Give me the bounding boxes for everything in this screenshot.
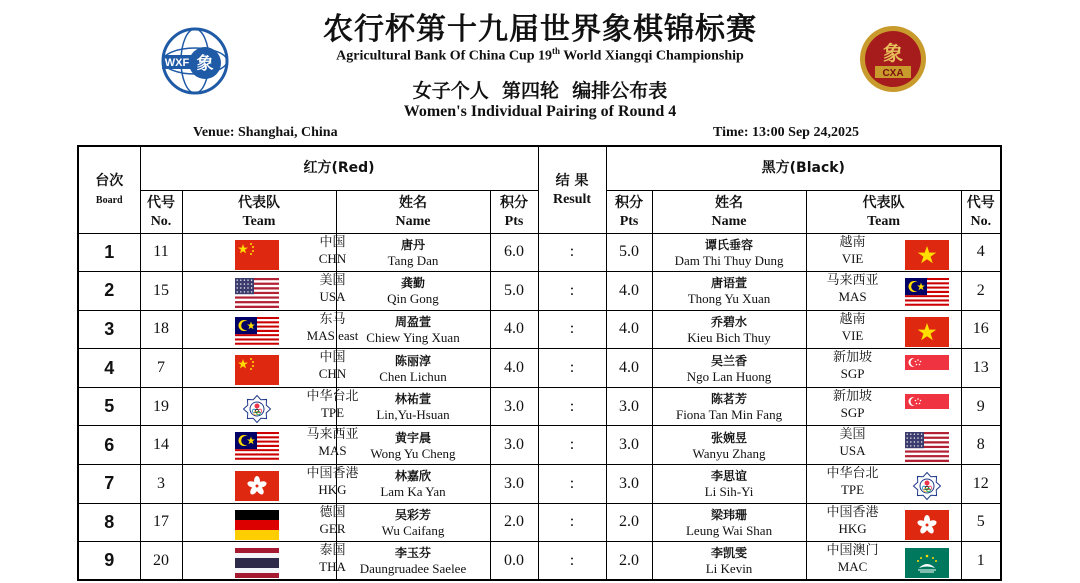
header-red-no: 代号 No. <box>140 190 182 233</box>
black-name-cn: 唐语萱 <box>711 276 748 291</box>
red-points: 5.0 <box>490 272 538 311</box>
black-team-en: VIE <box>841 250 864 266</box>
black-team-en: SGP <box>840 404 865 420</box>
black-player-name <box>652 272 806 311</box>
header-red: 红方(Red) <box>140 146 538 190</box>
header-black-no: 代号 No. <box>961 190 1001 233</box>
table-row <box>78 503 1001 542</box>
black-points: 2.0 <box>606 542 652 581</box>
black-name-en: Leung Wai Shan <box>685 522 773 538</box>
red-points: 3.0 <box>490 387 538 426</box>
red-points: 0.0 <box>490 542 538 581</box>
title-en-sup: th <box>552 46 561 56</box>
red-team-cn: 泰国 <box>319 543 346 559</box>
chn-flag-icon <box>235 355 279 385</box>
black-player-no: 16 <box>961 310 1001 349</box>
header-black-pts: 积分 Pts <box>606 190 652 233</box>
black-team-cn: 中国澳门 <box>826 543 879 559</box>
red-team-en: TPE <box>320 404 345 420</box>
cxa-logo-glyph: 象 <box>883 41 903 65</box>
sgp-flag-icon <box>905 355 949 385</box>
black-team-en: TPE <box>840 482 865 498</box>
vie-flag-icon <box>905 240 949 270</box>
black-player-name <box>652 503 806 542</box>
red-name-en: Daungruadee Saelee <box>359 561 467 577</box>
table-row <box>78 349 1001 388</box>
red-team-cn: 中国 <box>319 234 346 250</box>
black-team-cn: 越南 <box>839 234 866 250</box>
red-player-no: 20 <box>140 542 182 581</box>
black-name-en: Li Kevin <box>705 561 753 577</box>
black-player-no: 1 <box>961 542 1001 581</box>
red-team-cn: 美国 <box>319 273 346 289</box>
red-team <box>182 272 346 311</box>
black-name-cn: 陈茗芳 <box>711 392 748 407</box>
wxf-logo-icon <box>161 27 229 95</box>
red-points: 3.0 <box>490 426 538 465</box>
black-player-name <box>652 542 806 581</box>
table-row <box>78 465 1001 504</box>
hkg-flag-icon <box>905 510 949 540</box>
red-team <box>182 503 346 542</box>
mas-flag-icon <box>905 278 949 308</box>
board-number: 8 <box>78 503 140 542</box>
red-team <box>182 387 359 426</box>
pairing-rows <box>78 233 1001 580</box>
black-team <box>806 503 961 542</box>
tpe-flag-icon <box>235 394 279 424</box>
header-black-name: 姓名 Name <box>652 190 806 233</box>
red-team <box>182 426 359 465</box>
red-name-en: Wong Yu Cheng <box>370 445 456 461</box>
usa-flag-icon <box>235 278 279 308</box>
black-name-cn: 吴兰香 <box>711 353 748 368</box>
black-team <box>806 310 961 349</box>
black-points: 3.0 <box>606 426 652 465</box>
black-name-en: Dam Thi Thuy Dung <box>674 252 784 268</box>
table-row <box>78 310 1001 349</box>
wxf-logo-glyph: 象 <box>196 54 214 74</box>
title-en-pre: Agricultural Bank Of China Cup 19 <box>336 48 553 64</box>
red-name-cn: 周盈萱 <box>394 314 431 329</box>
black-name-cn: 张婉昱 <box>711 430 748 445</box>
mas-flag-icon <box>235 317 279 347</box>
black-player-no: 13 <box>961 349 1001 388</box>
black-points: 3.0 <box>606 465 652 504</box>
header-red-name: 姓名 Name <box>336 190 490 233</box>
black-team-cn: 中国香港 <box>826 504 879 520</box>
red-points: 4.0 <box>490 349 538 388</box>
board-number: 4 <box>78 349 140 388</box>
red-team-en: CHN <box>318 366 347 382</box>
usa-flag-icon <box>905 432 949 462</box>
black-points: 3.0 <box>606 387 652 426</box>
result-cell: : <box>538 426 606 465</box>
board-number: 7 <box>78 465 140 504</box>
black-team-en: SGP <box>840 366 865 382</box>
red-team-cn: 中华台北 <box>306 388 359 404</box>
black-team-en: HKG <box>838 520 867 536</box>
cxa-logo-icon <box>858 24 928 94</box>
result-cell: : <box>538 387 606 426</box>
red-name-en: Lam Ka Yan <box>380 484 446 500</box>
black-team-cn: 马来西亚 <box>826 273 879 289</box>
black-player-name <box>652 349 806 388</box>
black-team <box>806 272 961 311</box>
black-name-cn: 梁玮珊 <box>711 507 748 522</box>
red-name-cn: 龚勤 <box>400 276 425 291</box>
red-team-cn: 中国香港 <box>306 466 359 482</box>
black-team-cn: 新加坡 <box>833 388 873 404</box>
black-player-name <box>652 387 806 426</box>
black-player-name <box>652 426 806 465</box>
black-name-cn: 乔碧水 <box>711 314 748 329</box>
table-row <box>78 233 1001 272</box>
red-name-cn: 李玉芬 <box>394 546 431 561</box>
black-team-cn: 中华台北 <box>826 466 879 482</box>
red-name-en: Wu Caifang <box>381 522 445 538</box>
table-row <box>78 272 1001 311</box>
red-team-en: CHN <box>318 250 347 266</box>
hkg-flag-icon <box>235 471 279 501</box>
red-name-en: Chiew Ying Xuan <box>366 329 460 345</box>
red-player-no: 3 <box>140 465 182 504</box>
red-points: 4.0 <box>490 310 538 349</box>
red-points: 2.0 <box>490 503 538 542</box>
header-result: 结 果 Result <box>538 146 606 233</box>
board-number: 6 <box>78 426 140 465</box>
pairing-table <box>77 145 1002 581</box>
red-team <box>182 542 346 581</box>
table-row <box>78 542 1001 581</box>
subtitle-chinese: 女子个人 第四轮 编排公布表 <box>412 80 668 102</box>
red-name-en: Qin Gong <box>387 291 439 307</box>
red-name-cn: 林祐萱 <box>394 392 431 407</box>
black-team-en: MAC <box>837 559 868 575</box>
result-cell: : <box>538 503 606 542</box>
red-team-cn: 中国 <box>319 350 346 366</box>
black-name-en: Kieu Bich Thuy <box>687 329 771 345</box>
black-player-name <box>652 233 806 272</box>
ger-flag-icon <box>235 510 279 540</box>
header-black: 黑方(Black) <box>606 146 1001 190</box>
board-number: 5 <box>78 387 140 426</box>
header-board: 台次 Board <box>78 146 140 233</box>
sgp-flag-icon <box>905 394 949 424</box>
black-name-cn: 李凯雯 <box>711 546 748 561</box>
red-team-en: MAS <box>318 443 347 459</box>
red-points: 3.0 <box>490 465 538 504</box>
black-team <box>806 465 961 504</box>
black-player-no: 4 <box>961 233 1001 272</box>
black-name-en: Ngo Lan Huong <box>686 368 772 384</box>
red-player-no: 17 <box>140 503 182 542</box>
table-row <box>78 426 1001 465</box>
red-player-no: 14 <box>140 426 182 465</box>
header-red-pts: 积分 Pts <box>490 190 538 233</box>
black-team-en: USA <box>839 443 866 459</box>
title-en-post: World Xiangqi Championship <box>560 48 744 64</box>
board-number: 2 <box>78 272 140 311</box>
board-number: 1 <box>78 233 140 272</box>
red-team-cn: 马来西亚 <box>306 427 359 443</box>
black-name-en: Wanyu Zhang <box>692 445 766 461</box>
red-player-no: 19 <box>140 387 182 426</box>
red-team-en: GER <box>319 520 346 536</box>
header-red-team: 代表队 Team <box>182 190 336 233</box>
red-player-no: 18 <box>140 310 182 349</box>
result-cell: : <box>538 465 606 504</box>
red-team <box>182 349 347 388</box>
result-cell: : <box>538 349 606 388</box>
venue-label: Venue: Shanghai, China <box>193 125 338 140</box>
red-player-no: 15 <box>140 272 182 311</box>
black-team <box>806 542 961 581</box>
black-points: 4.0 <box>606 349 652 388</box>
black-points: 4.0 <box>606 272 652 311</box>
result-cell: : <box>538 310 606 349</box>
black-name-en: Fiona Tan Min Fang <box>675 407 783 423</box>
red-team <box>182 465 359 504</box>
mas-flag-icon <box>235 432 279 462</box>
black-name-en: Li Sih-Yi <box>704 484 754 500</box>
black-player-no: 9 <box>961 387 1001 426</box>
red-name-cn: 吴彩芳 <box>394 507 431 522</box>
black-team-en: VIE <box>841 327 864 343</box>
black-name-cn: 谭氏垂容 <box>705 237 754 252</box>
black-points: 2.0 <box>606 503 652 542</box>
black-team-cn: 新加坡 <box>833 350 873 366</box>
black-player-no: 8 <box>961 426 1001 465</box>
red-team-en: THA <box>319 559 346 575</box>
black-team <box>806 349 961 388</box>
time-label: Time: 13:00 Sep 24,2025 <box>713 125 859 140</box>
black-team <box>806 233 961 272</box>
table-row <box>78 387 1001 426</box>
black-name-en: Thong Yu Xuan <box>687 291 771 307</box>
mac-flag-icon <box>905 548 949 578</box>
black-player-no: 12 <box>961 465 1001 504</box>
red-name-cn: 唐丹 <box>400 237 425 252</box>
red-name-cn: 黄宇晨 <box>394 430 431 445</box>
red-player-no: 7 <box>140 349 182 388</box>
chn-flag-icon <box>235 240 279 270</box>
red-name-en: Lin,Yu-Hsuan <box>376 407 450 423</box>
black-player-name <box>652 310 806 349</box>
tpe-flag-icon <box>905 471 949 501</box>
red-name-cn: 林嘉欣 <box>394 469 431 484</box>
red-points: 6.0 <box>490 233 538 272</box>
black-player-no: 5 <box>961 503 1001 542</box>
red-team <box>182 233 347 272</box>
red-team-en: USA <box>319 289 346 305</box>
subtitle-english: Women's Individual Pairing of Round 4 <box>403 103 677 120</box>
black-player-name <box>652 465 806 504</box>
black-name-cn: 李思谊 <box>711 469 748 484</box>
tha-flag-icon <box>235 548 279 578</box>
result-cell: : <box>538 233 606 272</box>
black-points: 5.0 <box>606 233 652 272</box>
black-team-cn: 越南 <box>839 311 866 327</box>
board-number: 9 <box>78 542 140 581</box>
red-player-no: 11 <box>140 233 182 272</box>
black-points: 4.0 <box>606 310 652 349</box>
red-team-cn: 德国 <box>319 504 346 520</box>
wxf-logo-text: WXF <box>164 57 190 69</box>
black-team <box>806 426 961 465</box>
board-number: 3 <box>78 310 140 349</box>
red-name-en: Tang Dan <box>387 252 439 268</box>
cxa-logo-text: CXA <box>882 68 904 79</box>
black-team <box>806 387 961 426</box>
red-team-en: HKG <box>318 482 347 498</box>
result-cell: : <box>538 272 606 311</box>
black-player-no: 2 <box>961 272 1001 311</box>
result-cell: : <box>538 542 606 581</box>
title-chinese: 农行杯第十九届世界象棋锦标赛 <box>323 12 757 47</box>
red-team <box>182 310 359 349</box>
black-team-en: MAS <box>838 289 867 305</box>
vie-flag-icon <box>905 317 949 347</box>
red-name-cn: 陈丽淳 <box>394 353 431 368</box>
black-team-cn: 美国 <box>839 427 866 443</box>
red-name-en: Chen Lichun <box>379 368 447 384</box>
red-team-cn: 东马 <box>319 311 346 327</box>
header-black-team: 代表队 Team <box>806 190 961 233</box>
red-team-en: MAS east <box>306 327 359 343</box>
